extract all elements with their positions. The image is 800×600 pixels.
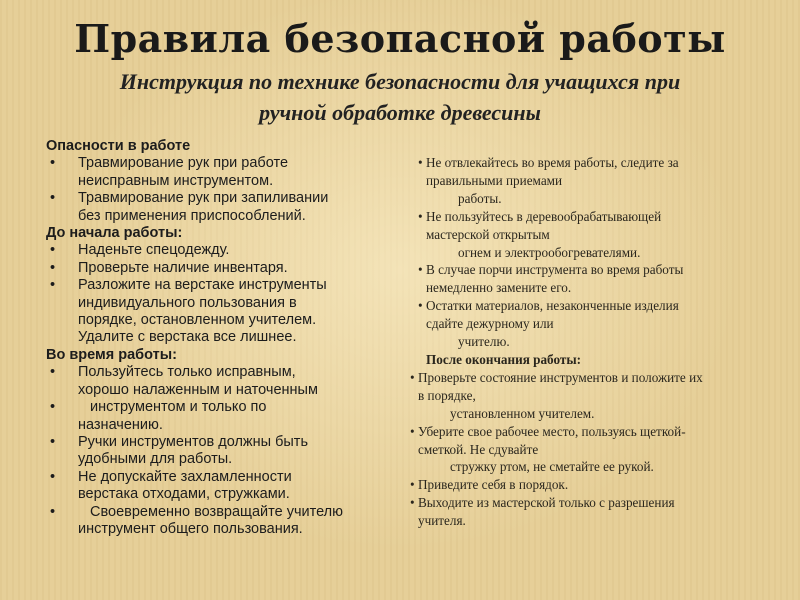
subtitle-line: Инструкция по технике безопасности для учащихся при: [119, 69, 681, 94]
list-item: • Не пользуйтесь в деревообрабатывающей мастерской открытым огнем и электрообогревателями.: [418, 208, 662, 260]
bullet-icon: •: [50, 364, 56, 381]
list-item: • В случае порчи инструмента во время работы немедленно замените его.: [418, 262, 684, 296]
during-work-heading: Во время работы:: [46, 346, 177, 363]
bullet-icon: •: [50, 190, 56, 207]
list-item: • Приведите себя в порядок.: [410, 477, 569, 493]
bullet-icon: •: [50, 242, 56, 259]
bullet-icon: •: [410, 423, 415, 439]
bullet-icon: •: [410, 369, 415, 385]
list-item: • Уберите свое рабочее место, пользуясь щеткой- сметкой. Не сдувайте стружку ртом, не сметайте ее рукой.: [410, 423, 686, 475]
before-work-heading: До начала работы:: [46, 225, 183, 242]
bullet-icon: •: [50, 468, 56, 485]
list-item: • Своевременно возвращайте учителю инструмент общего пользования.: [50, 503, 343, 537]
bullet-icon: •: [50, 503, 56, 520]
bullet-icon: •: [418, 208, 423, 224]
list-item: • инструментом и только по назначению.: [50, 399, 267, 433]
during-work-list: [46, 364, 396, 538]
bullet-icon: •: [50, 277, 56, 294]
right-column: [408, 154, 778, 530]
after-work-list: [408, 369, 778, 530]
after-work-heading: После окончания работы:: [426, 351, 582, 367]
rules-list: [408, 154, 778, 351]
bullet-icon: •: [418, 298, 423, 314]
bullet-icon: •: [418, 155, 423, 170]
bullet-icon: •: [50, 155, 56, 172]
list-item: • Разложите на верстаке инструменты индивидуального пользования в порядке, остановленном учителем. Удалите с верстака все лишнее.: [50, 277, 327, 346]
list-item: • Не отвлекайтесь во время работы, следите за правильными приемами работы.: [418, 155, 679, 206]
slide-title: Правила безопасной работы: [74, 16, 726, 61]
list-item: • Травмирование рук при работе неисправным инструментом.: [50, 155, 289, 189]
bullet-icon: •: [410, 495, 415, 511]
list-item: • Пользуйтесь только исправным, хорошо налаженным и наточенным: [50, 364, 318, 398]
list-item: • Травмирование рук при запиливании без применения приспособлений.: [50, 190, 329, 224]
bullet-icon: •: [50, 433, 56, 450]
list-item: • Не допускайте захламленности верстака отходами, стружками.: [50, 468, 292, 503]
hazards-list: [46, 155, 396, 225]
bullet-icon: •: [50, 259, 56, 276]
list-item: • Выходите из мастерской только с разрешения учителя.: [410, 495, 675, 529]
subtitle-line: ручной обработке древесины: [259, 100, 541, 125]
list-item: • Наденьте спецодежду.: [50, 242, 230, 259]
list-item: • Проверьте наличие инвентаря.: [50, 259, 288, 276]
list-item: • Ручки инструментов должны быть удобными для работы.: [50, 433, 308, 468]
slide-subtitle: [30, 66, 770, 128]
bullet-icon: •: [50, 399, 56, 416]
left-column: [46, 138, 396, 538]
hazards-heading: Опасности в работе: [46, 138, 191, 154]
list-item: • Остатки материалов, незаконченные изделия сдайте дежурному или учителю.: [418, 298, 679, 350]
before-work-list: [46, 242, 396, 346]
bullet-icon: •: [418, 262, 423, 278]
list-item: • Проверьте состояние инструментов и положите их в порядке, установленном учителем.: [410, 369, 703, 421]
bullet-icon: •: [410, 477, 415, 493]
